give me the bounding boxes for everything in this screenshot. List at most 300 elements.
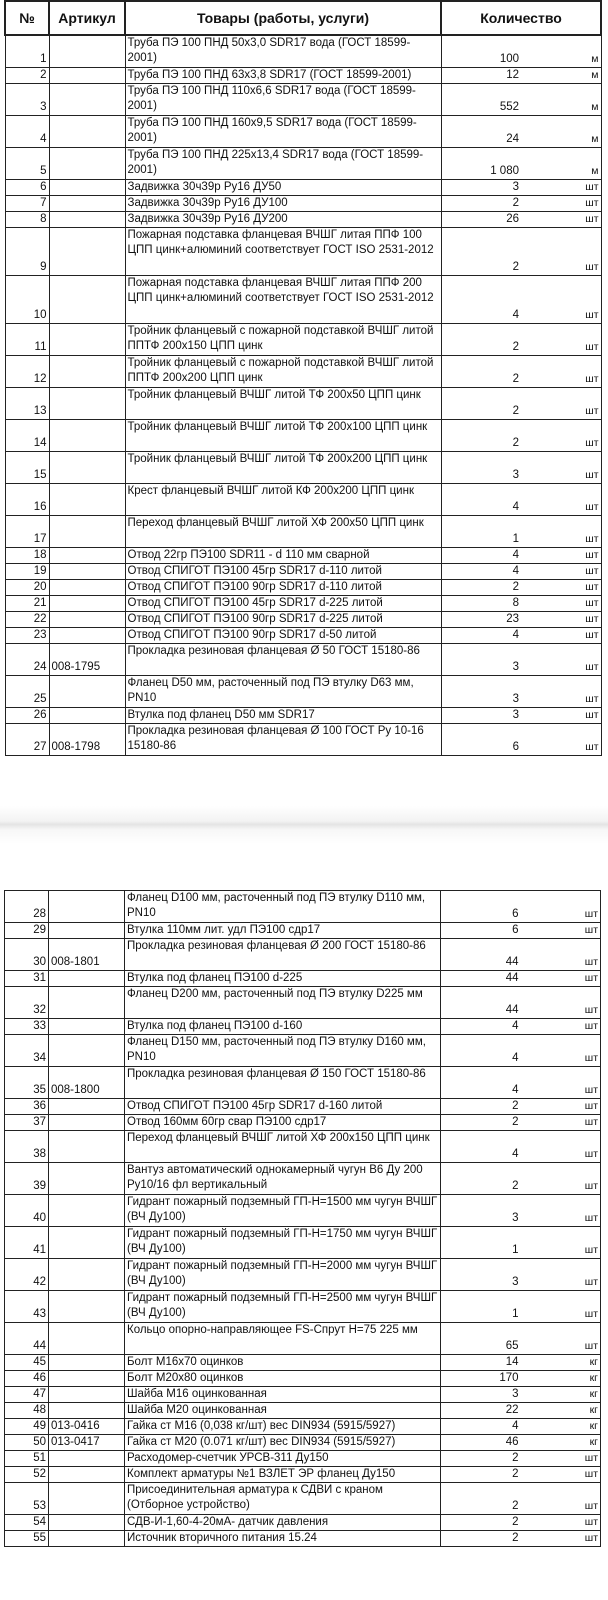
- table-row: [5, 1531, 601, 1547]
- row-goods-name: Прокладка резиновая фланцевая Ø 100 ГОСТ Ру 10-16 15180-86: [125, 724, 441, 756]
- row-unit: шт: [521, 180, 601, 196]
- row-goods-name: Фланец D100 мм, расточенный под ПЭ втулку D110 мм, PN10: [125, 891, 441, 923]
- table-row: [5, 987, 601, 1019]
- row-unit: шт: [521, 1259, 601, 1291]
- table-row: [5, 1403, 601, 1419]
- row-number: 54: [5, 1515, 49, 1531]
- row-number: 36: [5, 1099, 49, 1115]
- row-unit: кг: [521, 1435, 601, 1451]
- table-row: [5, 388, 601, 420]
- row-number: 55: [5, 1531, 49, 1547]
- row-goods-name: Втулка под фланец D50 мм SDR17: [125, 708, 441, 724]
- goods-table-page-1: [4, 0, 602, 756]
- row-article: [49, 116, 125, 148]
- row-article: [49, 1355, 125, 1371]
- row-goods-name: Пожарная подставка фланцевая ВЧШГ литая ППФ 200 ЦПП цинк+алюминий соответствует ГОСТ ISO 2531-2012: [125, 276, 441, 324]
- table-row: [5, 1131, 601, 1163]
- row-article: [49, 580, 125, 596]
- row-goods-name: Втулка под фланец ПЭ100 d-160: [125, 1019, 441, 1035]
- table-row: [5, 1019, 601, 1035]
- row-goods-name: Тройник фланцевый ВЧШГ литой ТФ 200х100 ЦПП цинк: [125, 420, 441, 452]
- row-unit: шт: [521, 676, 601, 708]
- row-article: 013-0416: [49, 1419, 125, 1435]
- row-article: [49, 1323, 125, 1355]
- row-unit: шт: [521, 971, 601, 987]
- row-article: [49, 548, 125, 564]
- row-unit: кг: [521, 1371, 601, 1387]
- row-number: 50: [5, 1435, 49, 1451]
- row-unit: шт: [521, 484, 601, 516]
- row-number: 12: [5, 356, 49, 388]
- row-unit: шт: [521, 1515, 601, 1531]
- row-goods-name: Вантуз автоматический однокамерный чугун В6 Ду 200 Ру10/16 фл вертикальный: [125, 1163, 441, 1195]
- row-number: 37: [5, 1115, 49, 1131]
- row-unit: шт: [521, 596, 601, 612]
- row-unit: шт: [521, 580, 601, 596]
- row-article: [49, 1227, 125, 1259]
- table-row: [5, 1355, 601, 1371]
- row-unit: шт: [521, 612, 601, 628]
- row-unit: кг: [521, 1355, 601, 1371]
- row-quantity: 2: [441, 1451, 521, 1467]
- table-row: [5, 939, 601, 971]
- row-number: 53: [5, 1483, 49, 1515]
- row-number: 40: [5, 1195, 49, 1227]
- row-goods-name: Кольцо опорно-направляющее FS-Спрут H=75 225 мм: [125, 1323, 441, 1355]
- row-unit: шт: [521, 708, 601, 724]
- row-goods-name: Гидрант пожарный подземный ГП-Н=1500 мм чугун ВЧШГ (ВЧ Ду100): [125, 1195, 441, 1227]
- row-article: [49, 1467, 125, 1483]
- row-number: 20: [5, 580, 49, 596]
- row-quantity: 1: [441, 1291, 521, 1323]
- goods-table-page-2: [4, 890, 601, 1547]
- table-row: [5, 923, 601, 939]
- table-row: [5, 548, 601, 564]
- table-row: [5, 484, 601, 516]
- row-goods-name: Гидрант пожарный подземный ГП-Н=2500 мм чугун ВЧШГ (ВЧ Ду100): [125, 1291, 441, 1323]
- row-quantity: 14: [441, 1355, 521, 1371]
- row-number: 51: [5, 1451, 49, 1467]
- table-row: [5, 196, 601, 212]
- row-number: 41: [5, 1227, 49, 1259]
- table-row: [5, 971, 601, 987]
- row-unit: шт: [521, 1323, 601, 1355]
- row-article: [49, 676, 125, 708]
- row-number: 13: [5, 388, 49, 420]
- row-number: 6: [5, 180, 49, 196]
- row-quantity: 44: [441, 939, 521, 971]
- row-number: 2: [5, 68, 49, 84]
- row-quantity: 4: [441, 484, 521, 516]
- header-no: №: [5, 1, 49, 35]
- row-article: [49, 324, 125, 356]
- row-article: [49, 1291, 125, 1323]
- row-article: [49, 35, 125, 68]
- row-article: [49, 1019, 125, 1035]
- row-unit: кг: [521, 1419, 601, 1435]
- table-row: [5, 84, 601, 116]
- row-number: 23: [5, 628, 49, 644]
- row-goods-name: Отвод СПИГОТ ПЭ100 45гр SDR17 d-225 литой: [125, 596, 441, 612]
- row-unit: шт: [521, 564, 601, 580]
- table-row: [5, 1387, 601, 1403]
- row-goods-name: Отвод 160мм 60гр свар ПЭ100 сдр17: [125, 1115, 441, 1131]
- table-row: [5, 628, 601, 644]
- row-goods-name: Тройник фланцевый с пожарной подставкой ВЧШГ литой ППТФ 200х150 ЦПП цинк: [125, 324, 441, 356]
- row-goods-name: Фланец D200 мм, расточенный под ПЭ втулку D225 мм: [125, 987, 441, 1019]
- row-unit: шт: [521, 1531, 601, 1547]
- table-row: [5, 564, 601, 580]
- row-article: [49, 484, 125, 516]
- row-goods-name: Болт М20х80 оцинков: [125, 1371, 441, 1387]
- table-row: [5, 148, 601, 180]
- row-quantity: 1: [441, 1227, 521, 1259]
- row-unit: шт: [521, 228, 601, 276]
- row-quantity: 3: [441, 1259, 521, 1291]
- table-row: [5, 212, 601, 228]
- row-number: 29: [5, 923, 49, 939]
- row-unit: шт: [521, 452, 601, 484]
- row-goods-name: Гидрант пожарный подземный ГП-Н=1750 мм чугун ВЧШГ (ВЧ Ду100): [125, 1227, 441, 1259]
- row-article: 008-1798: [49, 724, 125, 756]
- row-goods-name: Втулка под фланец ПЭ100 d-225: [125, 971, 441, 987]
- row-article: [49, 228, 125, 276]
- invoice-page-1: [0, 0, 608, 756]
- row-goods-name: Тройник фланцевый ВЧШГ литой ТФ 200х50 ЦПП цинк: [125, 388, 441, 420]
- table-row: [5, 1035, 601, 1067]
- row-unit: шт: [521, 548, 601, 564]
- row-unit: м: [521, 35, 601, 68]
- table-row: [5, 1099, 601, 1115]
- row-article: [49, 596, 125, 612]
- row-goods-name: Отвод СПИГОТ ПЭ100 45гр SDR17 d-110 литой: [125, 564, 441, 580]
- row-number: 30: [5, 939, 49, 971]
- row-quantity: 2: [441, 1163, 521, 1195]
- row-quantity: 2: [441, 196, 521, 212]
- row-quantity: 4: [441, 1067, 521, 1099]
- row-number: 28: [5, 891, 49, 923]
- table-row: [5, 420, 601, 452]
- row-goods-name: Труба ПЭ 100 ПНД 160х9,5 SDR17 вода (ГОСТ 18599-2001): [125, 116, 441, 148]
- table-row: [5, 612, 601, 628]
- row-goods-name: Комплект арматуры №1 ВЗЛЕТ ЭР фланец Ду150: [125, 1467, 441, 1483]
- header-article: Артикул: [49, 1, 125, 35]
- row-article: [49, 84, 125, 116]
- row-unit: м: [521, 148, 601, 180]
- row-goods-name: Отвод СПИГОТ ПЭ100 90гр SDR17 d-225 литой: [125, 612, 441, 628]
- row-goods-name: Задвижка 30ч39р Ру16 ДУ200: [125, 212, 441, 228]
- row-article: [49, 388, 125, 420]
- row-number: 3: [5, 84, 49, 116]
- row-quantity: 46: [441, 1435, 521, 1451]
- row-quantity: 3: [441, 452, 521, 484]
- row-number: 16: [5, 484, 49, 516]
- row-number: 48: [5, 1403, 49, 1419]
- row-number: 4: [5, 116, 49, 148]
- row-quantity: 6: [441, 891, 521, 923]
- row-unit: шт: [521, 1483, 601, 1515]
- row-article: [49, 196, 125, 212]
- row-goods-name: Гайка ст М20 (0.071 кг/шт) вес DIN934 (5915/5927): [125, 1435, 441, 1451]
- row-article: [49, 891, 125, 923]
- row-quantity: 12: [441, 68, 521, 84]
- row-unit: шт: [521, 1227, 601, 1259]
- row-quantity: 2: [441, 1515, 521, 1531]
- table-row: [5, 1451, 601, 1467]
- row-goods-name: Прокладка резиновая фланцевая Ø 200 ГОСТ 15180-86: [125, 939, 441, 971]
- row-unit: шт: [521, 644, 601, 676]
- table-row: [5, 276, 601, 324]
- row-number: 9: [5, 228, 49, 276]
- row-number: 47: [5, 1387, 49, 1403]
- row-number: 24: [5, 644, 49, 676]
- row-unit: шт: [521, 1115, 601, 1131]
- row-quantity: 4: [441, 1019, 521, 1035]
- row-quantity: 2: [441, 1531, 521, 1547]
- row-number: 14: [5, 420, 49, 452]
- row-quantity: 4: [441, 1419, 521, 1435]
- row-quantity: 2: [441, 1483, 521, 1515]
- row-unit: кг: [521, 1387, 601, 1403]
- row-number: 34: [5, 1035, 49, 1067]
- row-number: 17: [5, 516, 49, 548]
- row-quantity: 8: [441, 596, 521, 612]
- row-number: 5: [5, 148, 49, 180]
- row-quantity: 3: [441, 676, 521, 708]
- row-number: 38: [5, 1131, 49, 1163]
- row-number: 35: [5, 1067, 49, 1099]
- row-article: 008-1801: [49, 939, 125, 971]
- row-number: 46: [5, 1371, 49, 1387]
- row-quantity: 4: [441, 1035, 521, 1067]
- row-article: [49, 923, 125, 939]
- table-row: [5, 1483, 601, 1515]
- row-quantity: 4: [441, 1131, 521, 1163]
- row-goods-name: Труба ПЭ 100 ПНД 63х3,8 SDR17 (ГОСТ 18599-2001): [125, 68, 441, 84]
- row-number: 11: [5, 324, 49, 356]
- row-quantity: 24: [441, 116, 521, 148]
- header-goods: Товары (работы, услуги): [125, 1, 441, 35]
- table-row: [5, 1323, 601, 1355]
- row-unit: шт: [521, 939, 601, 971]
- table-row: [5, 1291, 601, 1323]
- row-goods-name: Прокладка резиновая фланцевая Ø 50 ГОСТ 15180-86: [125, 644, 441, 676]
- row-unit: шт: [521, 923, 601, 939]
- row-unit: шт: [521, 388, 601, 420]
- table-row: [5, 516, 601, 548]
- row-unit: шт: [521, 987, 601, 1019]
- row-number: 45: [5, 1355, 49, 1371]
- row-goods-name: Отвод СПИГОТ ПЭ100 45гр SDR17 d-160 литой: [125, 1099, 441, 1115]
- row-quantity: 3: [441, 1195, 521, 1227]
- row-number: 32: [5, 987, 49, 1019]
- row-article: [49, 1195, 125, 1227]
- row-number: 25: [5, 676, 49, 708]
- row-number: 43: [5, 1291, 49, 1323]
- row-goods-name: Задвижка 30ч39р Ру16 ДУ50: [125, 180, 441, 196]
- row-number: 39: [5, 1163, 49, 1195]
- row-article: [49, 1371, 125, 1387]
- row-article: [49, 1115, 125, 1131]
- row-unit: шт: [521, 1099, 601, 1115]
- row-article: [49, 452, 125, 484]
- row-unit: шт: [521, 1451, 601, 1467]
- row-unit: шт: [521, 1291, 601, 1323]
- row-goods-name: Отвод СПИГОТ ПЭ100 90гр SDR17 d-110 литой: [125, 580, 441, 596]
- row-number: 15: [5, 452, 49, 484]
- row-article: [49, 420, 125, 452]
- table-row: [5, 68, 601, 84]
- row-quantity: 65: [441, 1323, 521, 1355]
- row-goods-name: Втулка 110мм лит. удл ПЭ100 сдр17: [125, 923, 441, 939]
- row-unit: м: [521, 84, 601, 116]
- row-number: 26: [5, 708, 49, 724]
- row-article: [49, 708, 125, 724]
- row-unit: шт: [521, 1019, 601, 1035]
- row-quantity: 6: [441, 724, 521, 756]
- row-goods-name: Переход фланцевый ВЧШГ литой ХФ 200х50 ЦПП цинк: [125, 516, 441, 548]
- row-goods-name: Отвод СПИГОТ ПЭ100 90гр SDR17 d-50 литой: [125, 628, 441, 644]
- row-unit: шт: [521, 324, 601, 356]
- row-quantity: 23: [441, 612, 521, 628]
- row-goods-name: Фланец D150 мм, расточенный под ПЭ втулку D160 мм, PN10: [125, 1035, 441, 1067]
- row-quantity: 2: [441, 420, 521, 452]
- row-unit: шт: [521, 1035, 601, 1067]
- row-quantity: 2: [441, 388, 521, 420]
- table-row: [5, 1259, 601, 1291]
- table-row: [5, 1467, 601, 1483]
- row-article: [49, 1163, 125, 1195]
- row-number: 44: [5, 1323, 49, 1355]
- table-row: [5, 580, 601, 596]
- row-unit: шт: [521, 276, 601, 324]
- row-article: [49, 1035, 125, 1067]
- row-article: [49, 1483, 125, 1515]
- row-number: 52: [5, 1467, 49, 1483]
- table-row: [5, 1115, 601, 1131]
- row-number: 31: [5, 971, 49, 987]
- table-row: [5, 708, 601, 724]
- row-unit: шт: [521, 628, 601, 644]
- row-goods-name: Отвод 22гр ПЭ100 SDR11 - d 110 мм сварной: [125, 548, 441, 564]
- row-quantity: 552: [441, 84, 521, 116]
- row-goods-name: Труба ПЭ 100 ПНД 225х13,4 SDR17 вода (ГОСТ 18599-2001): [125, 148, 441, 180]
- row-article: [49, 276, 125, 324]
- row-goods-name: Тройник фланцевый ВЧШГ литой ТФ 200х200 ЦПП цинк: [125, 452, 441, 484]
- row-article: 008-1800: [49, 1067, 125, 1099]
- table-row: [5, 116, 601, 148]
- row-quantity: 26: [441, 212, 521, 228]
- row-quantity: 2: [441, 1115, 521, 1131]
- row-number: 8: [5, 212, 49, 228]
- table-row: [5, 35, 601, 68]
- row-number: 19: [5, 564, 49, 580]
- row-quantity: 2: [441, 356, 521, 388]
- row-article: [49, 1515, 125, 1531]
- row-number: 42: [5, 1259, 49, 1291]
- row-quantity: 170: [441, 1371, 521, 1387]
- row-article: [49, 68, 125, 84]
- row-article: [49, 212, 125, 228]
- row-unit: шт: [521, 1131, 601, 1163]
- row-goods-name: Прокладка резиновая фланцевая Ø 150 ГОСТ 15180-86: [125, 1067, 441, 1099]
- table-row: [5, 1163, 601, 1195]
- row-unit: шт: [521, 356, 601, 388]
- row-article: [49, 180, 125, 196]
- row-article: [49, 1387, 125, 1403]
- row-unit: шт: [521, 1195, 601, 1227]
- row-goods-name: Шайба М16 оцинкованная: [125, 1387, 441, 1403]
- row-number: 7: [5, 196, 49, 212]
- row-quantity: 44: [441, 987, 521, 1019]
- row-article: [49, 564, 125, 580]
- row-unit: м: [521, 116, 601, 148]
- row-article: 008-1795: [49, 644, 125, 676]
- row-unit: шт: [521, 1467, 601, 1483]
- row-quantity: 2: [441, 1467, 521, 1483]
- table-row: [5, 356, 601, 388]
- row-quantity: 3: [441, 1387, 521, 1403]
- row-article: [49, 356, 125, 388]
- row-unit: м: [521, 68, 601, 84]
- row-number: 22: [5, 612, 49, 628]
- table-row: [5, 1371, 601, 1387]
- row-goods-name: Пожарная подставка фланцевая ВЧШГ литая ППФ 100 ЦПП цинк+алюминий соответствует ГОСТ ISO 2531-2012: [125, 228, 441, 276]
- row-quantity: 2: [441, 228, 521, 276]
- row-article: [49, 612, 125, 628]
- row-quantity: 100: [441, 35, 521, 68]
- row-quantity: 1: [441, 516, 521, 548]
- row-article: [49, 628, 125, 644]
- row-unit: шт: [521, 1067, 601, 1099]
- row-quantity: 3: [441, 708, 521, 724]
- row-article: [49, 971, 125, 987]
- row-article: [49, 1451, 125, 1467]
- row-quantity: 6: [441, 923, 521, 939]
- row-quantity: 4: [441, 548, 521, 564]
- row-number: 49: [5, 1419, 49, 1435]
- row-unit: шт: [521, 516, 601, 548]
- row-article: [49, 987, 125, 1019]
- row-quantity: 22: [441, 1403, 521, 1419]
- row-quantity: 2: [441, 580, 521, 596]
- row-goods-name: Труба ПЭ 100 ПНД 110х6,6 SDR17 вода (ГОСТ 18599-2001): [125, 84, 441, 116]
- row-quantity: 4: [441, 564, 521, 580]
- row-number: 21: [5, 596, 49, 612]
- table-row: [5, 228, 601, 276]
- row-unit: шт: [521, 212, 601, 228]
- row-article: [49, 148, 125, 180]
- table-row: [5, 1515, 601, 1531]
- invoice-page-2: [0, 890, 608, 1547]
- row-article: [49, 1131, 125, 1163]
- row-article: [49, 1259, 125, 1291]
- table-row: [5, 452, 601, 484]
- row-quantity: 2: [441, 324, 521, 356]
- row-goods-name: СДВ-И-1,60-4-20мА- датчик давления: [125, 1515, 441, 1531]
- row-goods-name: Присоединительная арматура к СДВИ с краном (Отборное устройство): [125, 1483, 441, 1515]
- row-quantity: 3: [441, 180, 521, 196]
- table-row: [5, 324, 601, 356]
- row-unit: кг: [521, 1403, 601, 1419]
- row-number: 27: [5, 724, 49, 756]
- row-goods-name: Фланец D50 мм, расточенный под ПЭ втулку D63 мм, PN10: [125, 676, 441, 708]
- row-quantity: 3: [441, 644, 521, 676]
- table-row: [5, 1067, 601, 1099]
- row-goods-name: Шайба М20 оцинкованная: [125, 1403, 441, 1419]
- table-row: [5, 596, 601, 612]
- row-goods-name: Задвижка 30ч39р Ру16 ДУ100: [125, 196, 441, 212]
